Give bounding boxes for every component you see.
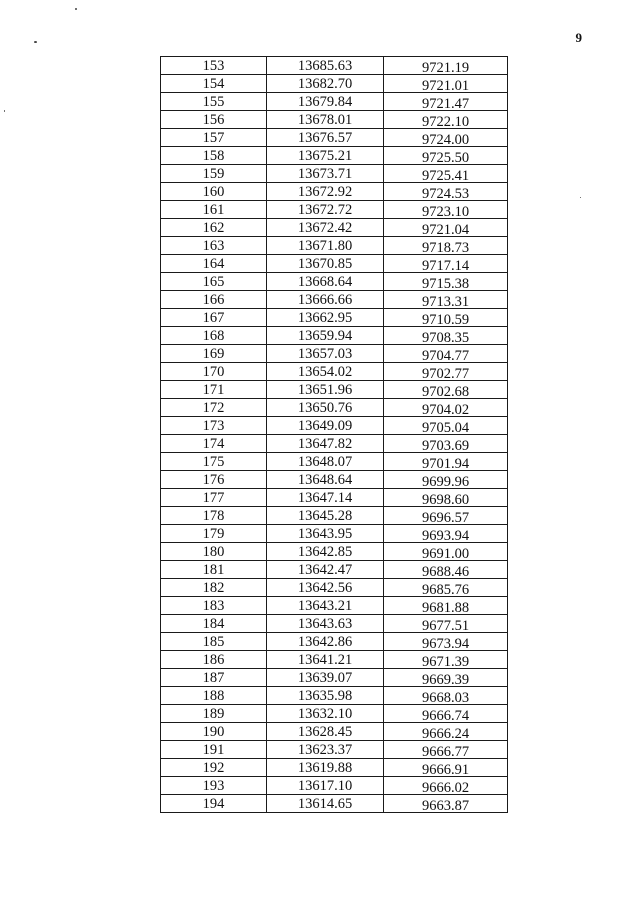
- y-coordinate-cell: [384, 93, 508, 111]
- point-number-cell: 188: [161, 687, 267, 705]
- y-coordinate-value: 9704.77: [421, 347, 470, 363]
- point-number-cell: 153: [161, 57, 267, 75]
- y-coordinate-cell: [384, 417, 508, 435]
- coordinates-table-body: [161, 57, 508, 813]
- y-coordinate-value: 9705.04: [421, 419, 470, 435]
- point-number-cell: 181: [161, 561, 267, 579]
- y-coordinate-cell: [384, 381, 508, 399]
- x-coordinate-cell: 13662.95: [267, 309, 384, 327]
- point-number-cell: 174: [161, 435, 267, 453]
- y-coordinate-value: 9681.88: [421, 599, 470, 615]
- y-coordinate-value: 9702.77: [421, 365, 470, 381]
- scan-speck: [580, 197, 581, 198]
- point-number-cell: 172: [161, 399, 267, 417]
- y-coordinate-cell: [384, 543, 508, 561]
- y-coordinate-value: 9702.68: [421, 383, 470, 399]
- y-coordinate-cell: [384, 183, 508, 201]
- x-coordinate-cell: 13672.92: [267, 183, 384, 201]
- y-coordinate-value: 9725.41: [421, 167, 470, 183]
- y-coordinate-cell: [384, 309, 508, 327]
- y-coordinate-value: 9696.57: [421, 509, 470, 525]
- table-row: [161, 633, 508, 651]
- y-coordinate-cell: [384, 795, 508, 813]
- x-coordinate-cell: 13648.64: [267, 471, 384, 489]
- y-coordinate-cell: [384, 489, 508, 507]
- y-coordinate-value: 9725.50: [421, 149, 470, 165]
- y-coordinate-cell: [384, 129, 508, 147]
- point-number-cell: 167: [161, 309, 267, 327]
- point-number-cell: 191: [161, 741, 267, 759]
- table-row: [161, 183, 508, 201]
- x-coordinate-cell: 13682.70: [267, 75, 384, 93]
- x-coordinate-cell: 13642.86: [267, 633, 384, 651]
- x-coordinate-cell: 13617.10: [267, 777, 384, 795]
- point-number-cell: 182: [161, 579, 267, 597]
- x-coordinate-cell: 13657.03: [267, 345, 384, 363]
- point-number-cell: 171: [161, 381, 267, 399]
- y-coordinate-cell: [384, 741, 508, 759]
- x-coordinate-cell: 13642.85: [267, 543, 384, 561]
- y-coordinate-value: 9724.00: [421, 131, 470, 147]
- scan-speck: [75, 8, 77, 10]
- y-coordinate-cell: [384, 651, 508, 669]
- point-number-cell: 163: [161, 237, 267, 255]
- table-row: [161, 93, 508, 111]
- y-coordinate-value: 9721.19: [421, 59, 470, 75]
- scan-speck: [34, 41, 37, 43]
- table-row: [161, 651, 508, 669]
- point-number-cell: 160: [161, 183, 267, 201]
- y-coordinate-cell: [384, 237, 508, 255]
- x-coordinate-cell: 13651.96: [267, 381, 384, 399]
- y-coordinate-value: 9699.96: [421, 473, 470, 489]
- table-row: [161, 597, 508, 615]
- y-coordinate-cell: [384, 597, 508, 615]
- y-coordinate-cell: [384, 255, 508, 273]
- x-coordinate-cell: 13675.21: [267, 147, 384, 165]
- table-row: [161, 201, 508, 219]
- point-number-cell: 193: [161, 777, 267, 795]
- y-coordinate-value: 9669.39: [421, 671, 470, 687]
- x-coordinate-cell: 13645.28: [267, 507, 384, 525]
- x-coordinate-cell: 13647.14: [267, 489, 384, 507]
- table-row: [161, 309, 508, 327]
- point-number-cell: 185: [161, 633, 267, 651]
- y-coordinate-value: 9673.94: [421, 635, 470, 651]
- table-row: [161, 417, 508, 435]
- table-row: [161, 111, 508, 129]
- point-number-cell: 164: [161, 255, 267, 273]
- point-number-cell: 162: [161, 219, 267, 237]
- y-coordinate-value: 9671.39: [421, 653, 470, 669]
- y-coordinate-cell: [384, 219, 508, 237]
- table-row: [161, 579, 508, 597]
- x-coordinate-cell: 13641.21: [267, 651, 384, 669]
- point-number-cell: 184: [161, 615, 267, 633]
- y-coordinate-value: 9691.00: [421, 545, 470, 561]
- point-number-cell: 166: [161, 291, 267, 309]
- point-number-cell: 189: [161, 705, 267, 723]
- y-coordinate-cell: [384, 687, 508, 705]
- x-coordinate-cell: 13643.95: [267, 525, 384, 543]
- point-number-cell: 192: [161, 759, 267, 777]
- table-row: [161, 615, 508, 633]
- x-coordinate-cell: 13642.56: [267, 579, 384, 597]
- point-number-cell: 158: [161, 147, 267, 165]
- x-coordinate-cell: 13673.71: [267, 165, 384, 183]
- y-coordinate-cell: [384, 327, 508, 345]
- y-coordinate-value: 9685.76: [421, 581, 470, 597]
- y-coordinate-cell: [384, 777, 508, 795]
- x-coordinate-cell: 13639.07: [267, 669, 384, 687]
- table-row: [161, 795, 508, 813]
- x-coordinate-cell: 13670.85: [267, 255, 384, 273]
- y-coordinate-cell: [384, 723, 508, 741]
- point-number-cell: 190: [161, 723, 267, 741]
- point-number-cell: 183: [161, 597, 267, 615]
- y-coordinate-cell: [384, 345, 508, 363]
- point-number-cell: 194: [161, 795, 267, 813]
- x-coordinate-cell: 13648.07: [267, 453, 384, 471]
- point-number-cell: 156: [161, 111, 267, 129]
- y-coordinate-cell: [384, 111, 508, 129]
- y-coordinate-cell: [384, 453, 508, 471]
- table-row: [161, 507, 508, 525]
- y-coordinate-value: 9722.10: [421, 113, 470, 129]
- x-coordinate-cell: 13678.01: [267, 111, 384, 129]
- y-coordinate-value: 9666.24: [421, 725, 470, 741]
- x-coordinate-cell: 13672.72: [267, 201, 384, 219]
- x-coordinate-cell: 13654.02: [267, 363, 384, 381]
- table-row: [161, 471, 508, 489]
- point-number-cell: 165: [161, 273, 267, 291]
- x-coordinate-cell: 13619.88: [267, 759, 384, 777]
- y-coordinate-value: 9717.14: [421, 257, 470, 273]
- y-coordinate-cell: [384, 705, 508, 723]
- y-coordinate-value: 9666.77: [421, 743, 470, 759]
- y-coordinate-cell: [384, 291, 508, 309]
- y-coordinate-cell: [384, 759, 508, 777]
- table-row: [161, 759, 508, 777]
- y-coordinate-cell: [384, 363, 508, 381]
- y-coordinate-value: 9724.53: [421, 185, 470, 201]
- x-coordinate-cell: 13643.63: [267, 615, 384, 633]
- point-number-cell: 173: [161, 417, 267, 435]
- table-row: [161, 741, 508, 759]
- table-row: [161, 165, 508, 183]
- table-row: [161, 705, 508, 723]
- table-row: [161, 723, 508, 741]
- y-coordinate-cell: [384, 633, 508, 651]
- table-row: [161, 363, 508, 381]
- page-number: 9: [575, 30, 582, 45]
- table-row: [161, 291, 508, 309]
- x-coordinate-cell: 13642.47: [267, 561, 384, 579]
- table-row: [161, 489, 508, 507]
- y-coordinate-value: 9721.04: [421, 221, 470, 237]
- y-coordinate-value: 9721.01: [421, 77, 470, 93]
- table-row: [161, 543, 508, 561]
- y-coordinate-value: 9666.02: [421, 779, 470, 795]
- y-coordinate-value: 9701.94: [421, 455, 470, 471]
- x-coordinate-cell: 13685.63: [267, 57, 384, 75]
- table-row: [161, 219, 508, 237]
- x-coordinate-cell: 13635.98: [267, 687, 384, 705]
- table-row: [161, 435, 508, 453]
- y-coordinate-cell: [384, 165, 508, 183]
- point-number-cell: 180: [161, 543, 267, 561]
- coordinates-table: [160, 56, 508, 813]
- y-coordinate-value: 9663.87: [421, 797, 470, 813]
- y-coordinate-value: 9688.46: [421, 563, 470, 579]
- table-row: [161, 561, 508, 579]
- y-coordinate-value: 9710.59: [421, 311, 470, 327]
- y-coordinate-value: 9721.47: [421, 95, 470, 111]
- table-row: [161, 525, 508, 543]
- point-number-cell: 175: [161, 453, 267, 471]
- x-coordinate-cell: 13650.76: [267, 399, 384, 417]
- x-coordinate-cell: 13643.21: [267, 597, 384, 615]
- point-number-cell: 186: [161, 651, 267, 669]
- table-row: [161, 777, 508, 795]
- point-number-cell: 179: [161, 525, 267, 543]
- y-coordinate-cell: [384, 561, 508, 579]
- x-coordinate-cell: 13614.65: [267, 795, 384, 813]
- x-coordinate-cell: 13676.57: [267, 129, 384, 147]
- table-row: [161, 327, 508, 345]
- y-coordinate-value: 9693.94: [421, 527, 470, 543]
- x-coordinate-cell: 13666.66: [267, 291, 384, 309]
- x-coordinate-cell: 13679.84: [267, 93, 384, 111]
- y-coordinate-value: 9666.91: [421, 761, 470, 777]
- point-number-cell: 187: [161, 669, 267, 687]
- y-coordinate-cell: [384, 57, 508, 75]
- point-number-cell: 161: [161, 201, 267, 219]
- table-row: [161, 129, 508, 147]
- y-coordinate-value: 9703.69: [421, 437, 470, 453]
- point-number-cell: 176: [161, 471, 267, 489]
- table-row: [161, 345, 508, 363]
- table-row: [161, 453, 508, 471]
- table-row: [161, 399, 508, 417]
- table-row: [161, 381, 508, 399]
- point-number-cell: 155: [161, 93, 267, 111]
- y-coordinate-value: 9718.73: [421, 239, 470, 255]
- x-coordinate-cell: 13632.10: [267, 705, 384, 723]
- point-number-cell: 169: [161, 345, 267, 363]
- y-coordinate-cell: [384, 615, 508, 633]
- x-coordinate-cell: 13623.37: [267, 741, 384, 759]
- y-coordinate-cell: [384, 579, 508, 597]
- x-coordinate-cell: 13628.45: [267, 723, 384, 741]
- y-coordinate-value: 9713.31: [421, 293, 470, 309]
- y-coordinate-value: 9715.38: [421, 275, 470, 291]
- y-coordinate-cell: [384, 147, 508, 165]
- y-coordinate-value: 9677.51: [421, 617, 470, 633]
- y-coordinate-cell: [384, 471, 508, 489]
- table-row: [161, 255, 508, 273]
- y-coordinate-cell: [384, 75, 508, 93]
- y-coordinate-cell: [384, 525, 508, 543]
- x-coordinate-cell: 13672.42: [267, 219, 384, 237]
- x-coordinate-cell: 13668.64: [267, 273, 384, 291]
- table-row: [161, 57, 508, 75]
- x-coordinate-cell: 13649.09: [267, 417, 384, 435]
- table-row: [161, 687, 508, 705]
- table-row: [161, 147, 508, 165]
- y-coordinate-value: 9723.10: [421, 203, 470, 219]
- y-coordinate-cell: [384, 273, 508, 291]
- x-coordinate-cell: 13659.94: [267, 327, 384, 345]
- y-coordinate-value: 9708.35: [421, 329, 470, 345]
- table-row: [161, 273, 508, 291]
- table-row: [161, 75, 508, 93]
- y-coordinate-cell: [384, 435, 508, 453]
- table-row: [161, 669, 508, 687]
- point-number-cell: 178: [161, 507, 267, 525]
- y-coordinate-cell: [384, 507, 508, 525]
- point-number-cell: 177: [161, 489, 267, 507]
- point-number-cell: 170: [161, 363, 267, 381]
- y-coordinate-cell: [384, 201, 508, 219]
- y-coordinate-value: 9698.60: [421, 491, 470, 507]
- x-coordinate-cell: 13671.80: [267, 237, 384, 255]
- point-number-cell: 154: [161, 75, 267, 93]
- y-coordinate-cell: [384, 399, 508, 417]
- y-coordinate-cell: [384, 669, 508, 687]
- y-coordinate-value: 9704.02: [421, 401, 470, 417]
- y-coordinate-value: 9668.03: [421, 689, 470, 705]
- point-number-cell: 168: [161, 327, 267, 345]
- scan-speck: [4, 110, 5, 112]
- y-coordinate-value: 9666.74: [421, 707, 470, 723]
- x-coordinate-cell: 13647.82: [267, 435, 384, 453]
- point-number-cell: 157: [161, 129, 267, 147]
- point-number-cell: 159: [161, 165, 267, 183]
- table-row: [161, 237, 508, 255]
